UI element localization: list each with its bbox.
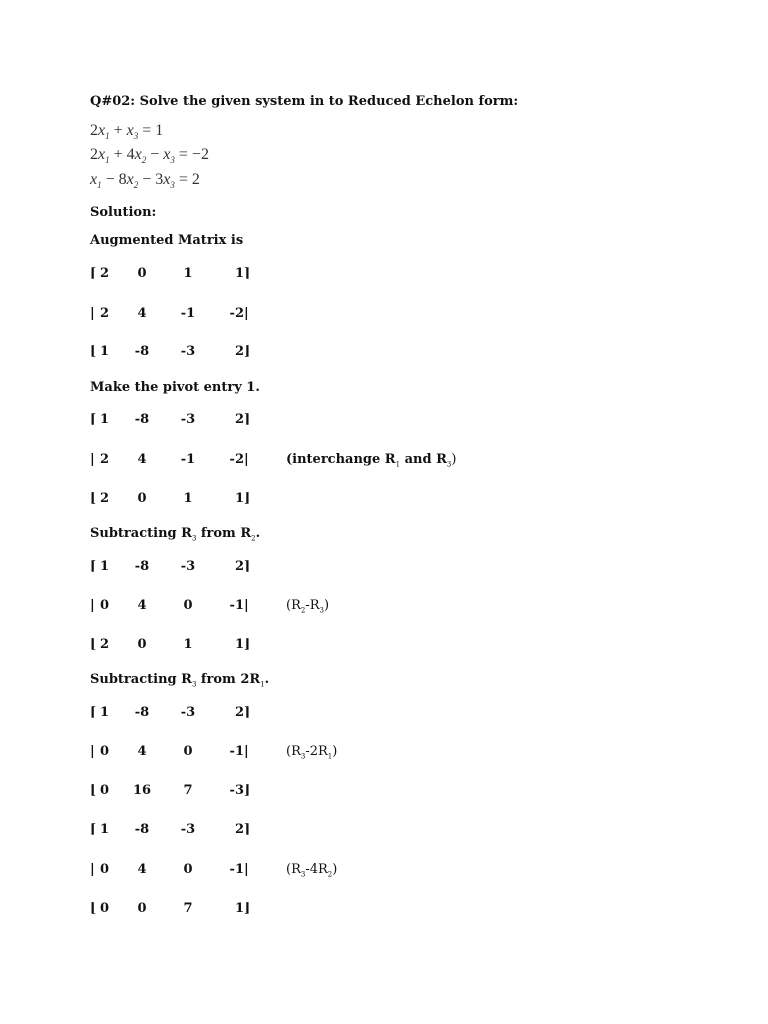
- matrix-cell: 0: [183, 862, 193, 877]
- matrix-cell: 1: [234, 266, 244, 281]
- question-title: Q#02: Solve the given system in to Reduced Echelon form:: [90, 94, 519, 109]
- matrix-cell: 2: [234, 344, 244, 359]
- step-label: Subtracting $R_3$ from $R_2$.: [90, 526, 261, 543]
- matrix-cell: 0: [137, 491, 147, 506]
- pivot-label: Make the pivot entry 1.: [90, 380, 260, 395]
- matrix-cell: -8: [134, 822, 150, 837]
- matrix-cell: 4: [137, 862, 147, 877]
- matrix-cell: 4: [137, 452, 147, 467]
- matrix-cell: 1: [100, 822, 110, 837]
- matrix-cell: 1: [100, 344, 110, 359]
- augmented-label: Augmented Matrix is: [90, 233, 244, 248]
- bracket: ⌋: [244, 637, 251, 652]
- matrix-cell: 2: [100, 637, 110, 652]
- matrix-cell: 2: [100, 266, 110, 281]
- matrix-cell: 0: [100, 862, 110, 877]
- bracket: |: [90, 306, 95, 321]
- matrix-cell: 0: [100, 744, 110, 759]
- matrix-cell: 2: [234, 559, 244, 574]
- row-operation-note: $(R_3-2R_1)$: [286, 744, 338, 761]
- matrix-cell: 1: [183, 637, 193, 652]
- matrix-cell: -1: [180, 306, 196, 321]
- equation-2: $2x_1 + 4x_2 - x_3 = -2$: [90, 146, 209, 166]
- bracket: ⌉: [244, 559, 251, 574]
- matrix-cell: -3: [180, 822, 196, 837]
- matrix-cell: 7: [183, 783, 193, 798]
- bracket: ⌊: [90, 783, 97, 798]
- bracket: |: [90, 598, 95, 613]
- matrix-cell: -8: [134, 344, 150, 359]
- matrix-cell: -3: [180, 559, 196, 574]
- bracket: ⌈: [90, 412, 97, 427]
- matrix-cell: 1: [183, 266, 193, 281]
- equation-3: $x_1 - 8x_2 - 3x_3 = 2$: [90, 171, 200, 191]
- matrix-cell: -1: [180, 452, 196, 467]
- bracket: ⌊: [90, 491, 97, 506]
- bracket: ⌉: [244, 412, 251, 427]
- bracket: ⌋: [244, 783, 251, 798]
- matrix-cell: -8: [134, 705, 150, 720]
- matrix-cell: -8: [134, 559, 150, 574]
- matrix-cell: 1: [234, 491, 244, 506]
- matrix-cell: 0: [137, 901, 147, 916]
- bracket: |: [244, 744, 249, 759]
- matrix-cell: 1: [100, 412, 110, 427]
- bracket: |: [244, 598, 249, 613]
- matrix-cell: -1: [229, 862, 244, 877]
- matrix-cell: 4: [137, 598, 147, 613]
- bracket: ⌈: [90, 559, 97, 574]
- matrix-cell: 4: [137, 744, 147, 759]
- matrix-cell: 1: [234, 901, 244, 916]
- bracket: ⌊: [90, 637, 97, 652]
- matrix-cell: 0: [100, 598, 110, 613]
- bracket: |: [244, 306, 249, 321]
- solution-label: Solution:: [90, 205, 157, 220]
- bracket: ⌉: [244, 822, 251, 837]
- matrix-cell: 0: [100, 901, 110, 916]
- bracket: |: [244, 452, 249, 467]
- bracket: |: [244, 862, 249, 877]
- matrix-cell: 0: [137, 637, 147, 652]
- bracket: ⌈: [90, 266, 97, 281]
- bracket: ⌉: [244, 705, 251, 720]
- matrix-cell: -3: [180, 412, 196, 427]
- bracket: |: [90, 452, 95, 467]
- matrix-cell: -1: [229, 598, 244, 613]
- matrix-cell: 0: [183, 598, 193, 613]
- matrix-cell: 2: [100, 452, 110, 467]
- bracket: |: [90, 862, 95, 877]
- matrix-cell: 2: [234, 705, 244, 720]
- step-label: Subtracting $R_3$ from $2R_1$.: [90, 672, 270, 689]
- row-operation-note: $(R_3-4R_2)$: [286, 862, 338, 879]
- matrix-cell: 2: [234, 412, 244, 427]
- matrix-cell: 1: [100, 705, 110, 720]
- matrix-cell: -3: [180, 705, 196, 720]
- bracket: ⌋: [244, 344, 251, 359]
- row-operation-note: (interchange $R_1$ and $R_3$): [286, 452, 457, 469]
- bracket: ⌊: [90, 901, 97, 916]
- matrix-cell: 1: [100, 559, 110, 574]
- matrix-cell: -3: [229, 783, 244, 798]
- matrix-cell: -2: [229, 452, 244, 467]
- matrix-cell: 2: [234, 822, 244, 837]
- bracket: ⌋: [244, 901, 251, 916]
- matrix-cell: 2: [100, 306, 110, 321]
- matrix-cell: 16: [132, 783, 152, 798]
- bracket: ⌉: [244, 266, 251, 281]
- matrix-cell: -3: [180, 344, 196, 359]
- matrix-cell: -1: [229, 744, 244, 759]
- matrix-cell: 0: [100, 783, 110, 798]
- matrix-cell: 0: [137, 266, 147, 281]
- matrix-cell: 1: [183, 491, 193, 506]
- bracket: |: [90, 744, 95, 759]
- matrix-cell: 4: [137, 306, 147, 321]
- bracket: ⌈: [90, 705, 97, 720]
- matrix-cell: 2: [100, 491, 110, 506]
- matrix-cell: -2: [229, 306, 244, 321]
- matrix-cell: 0: [183, 744, 193, 759]
- matrix-cell: 1: [234, 637, 244, 652]
- row-operation-note: $(R_2-R_3)$: [286, 598, 330, 615]
- matrix-cell: 7: [183, 901, 193, 916]
- matrix-cell: -8: [134, 412, 150, 427]
- equation-1: $2x_1 + x_3 = 1$: [90, 122, 164, 142]
- bracket: ⌊: [90, 344, 97, 359]
- bracket: ⌋: [244, 491, 251, 506]
- bracket: ⌈: [90, 822, 97, 837]
